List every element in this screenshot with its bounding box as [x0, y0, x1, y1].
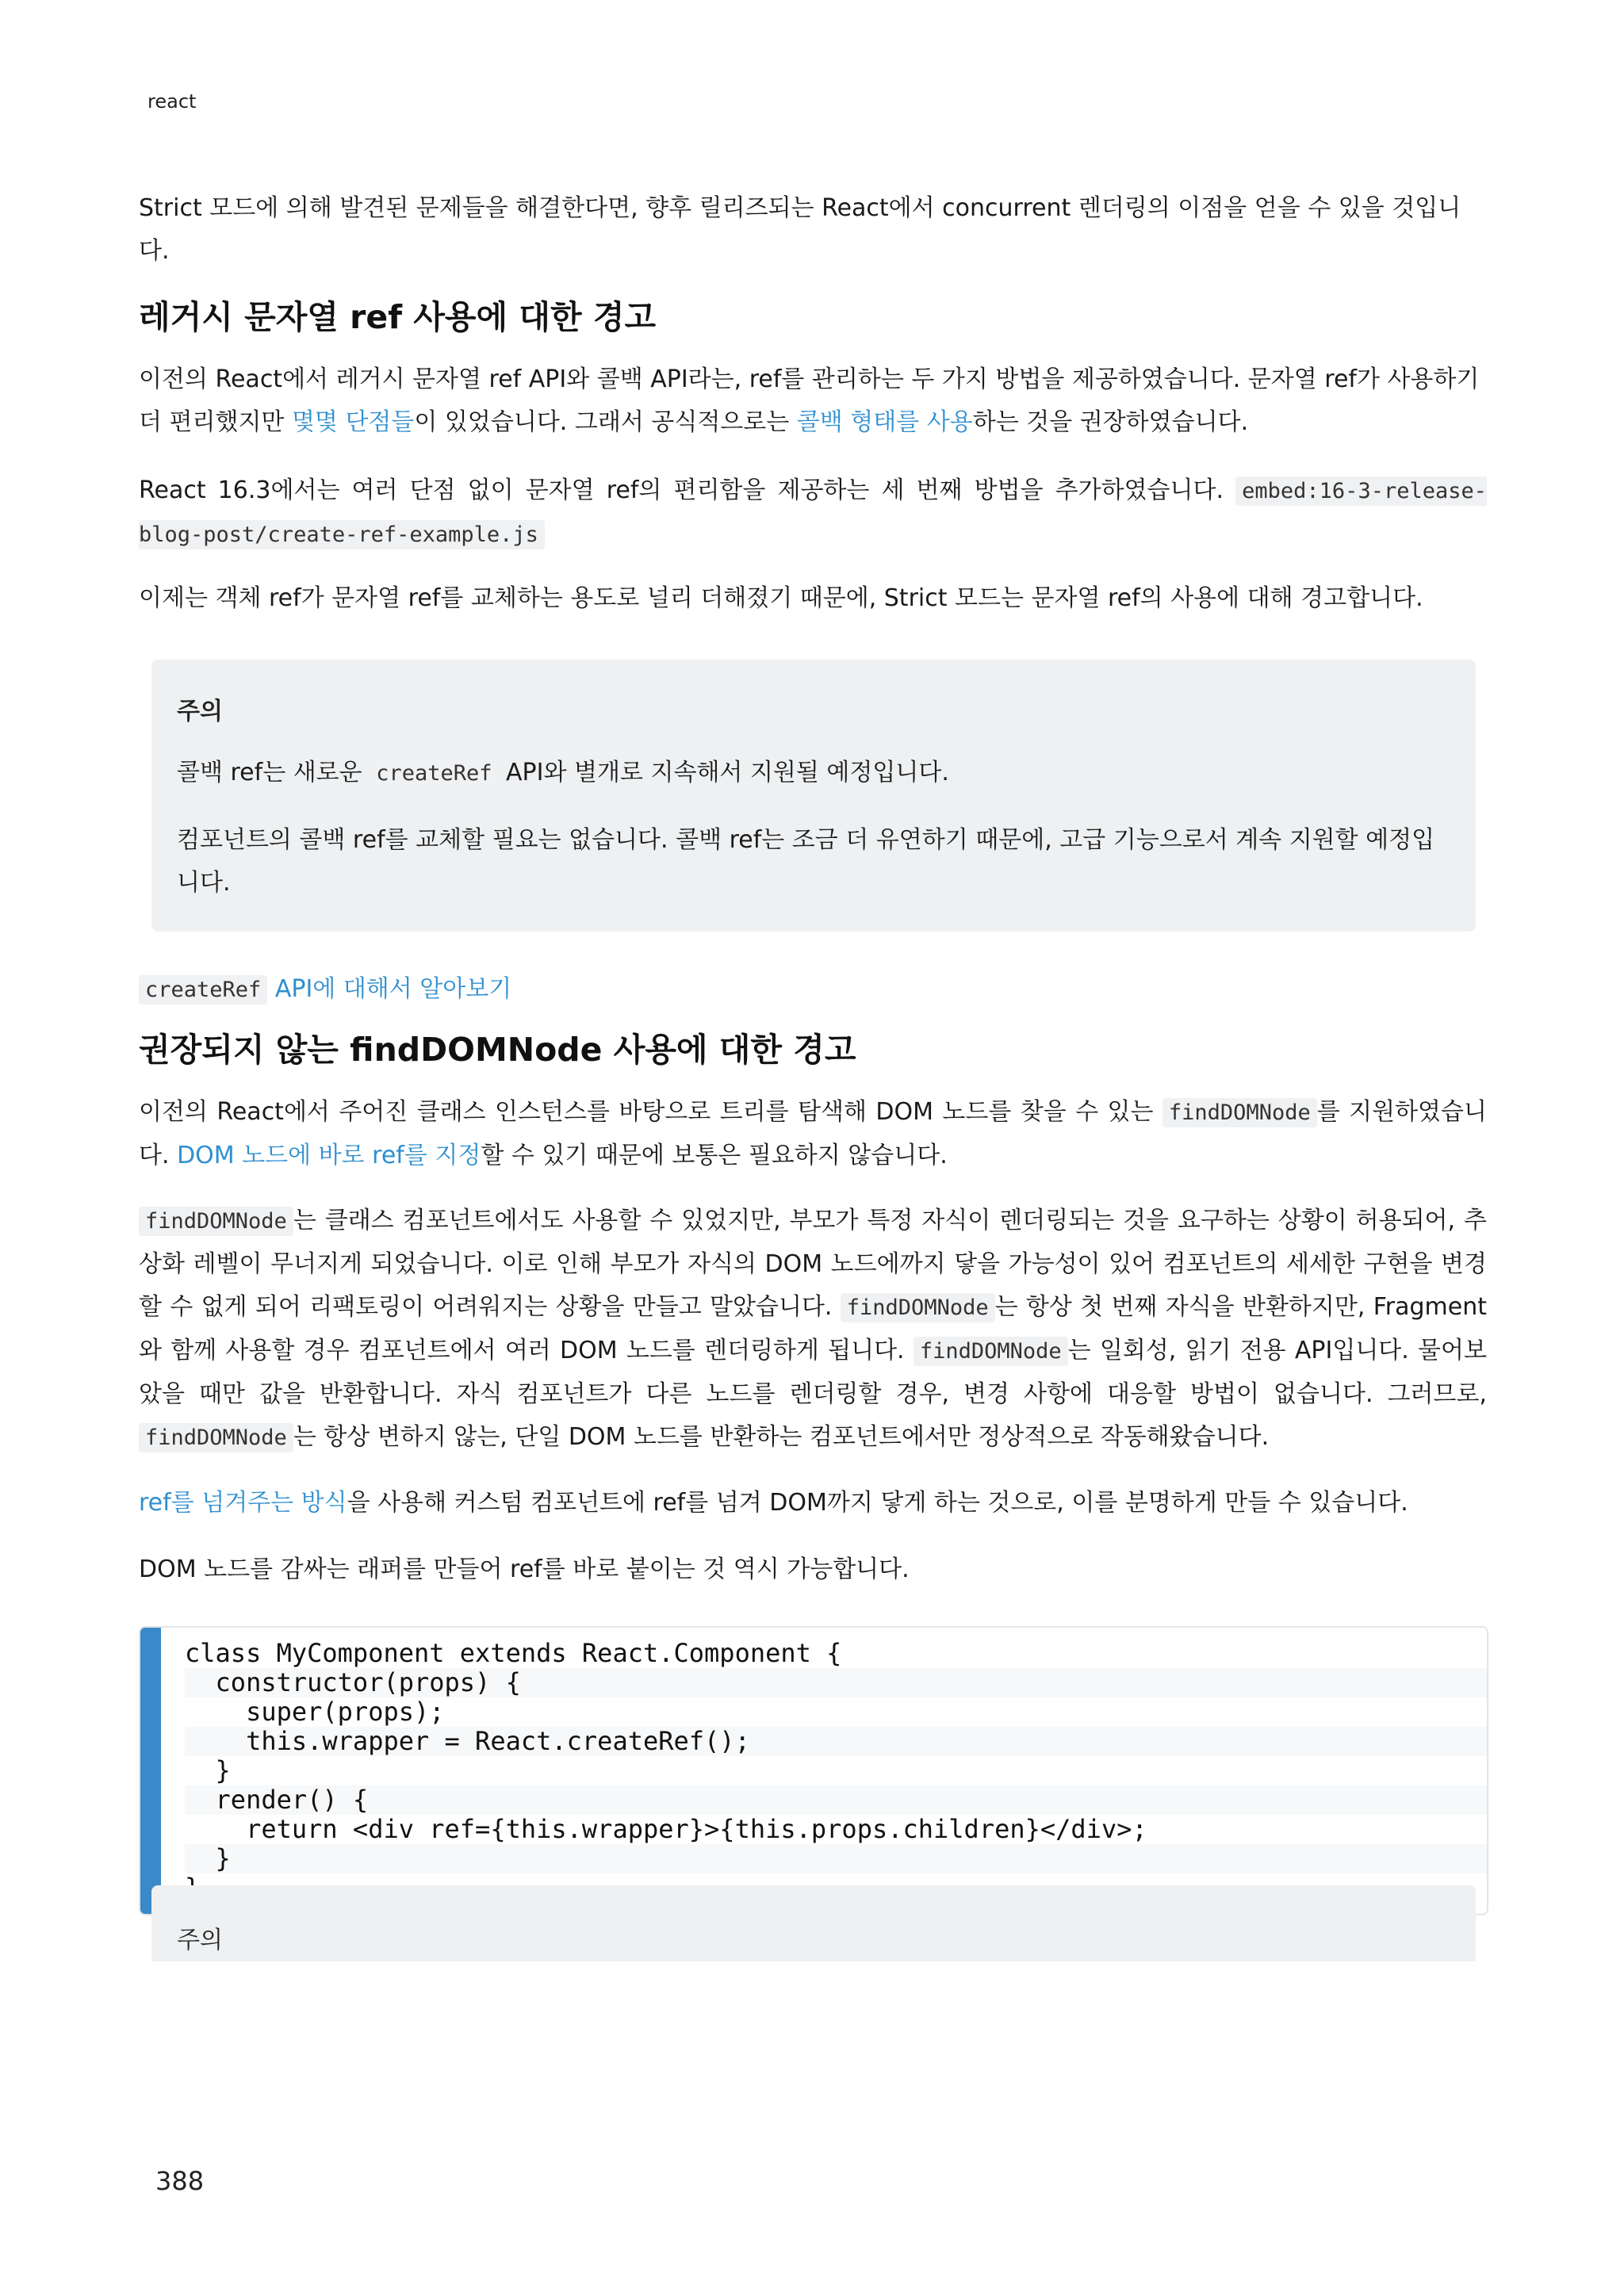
note-2-title: 주의: [177, 1927, 223, 1954]
code-listing: [140, 1628, 1487, 1914]
paragraph-finddomnode-history: 이전의 React에서 주어진 클래스 인스턴스를 바탕으로 트리를 탐색해 DOM 노드를 찾을 수 있는 findDOMNode 를 지원하였습니다. DOM 노드에 바로 ref를 지정할 수 있기 때문에 보통은 필요하지 않습니다.: [139, 1098, 1487, 1169]
link-learn-createref[interactable]: API에 대해서 알아보기: [267, 975, 512, 1003]
code-block: [139, 1626, 1488, 1915]
inline-code-finddomnode: findDOMNode: [841, 1293, 995, 1322]
section-heading-finddomnode: 권장되지 않는 findDOMNode 사용에 대한 경고: [139, 1031, 856, 1069]
note-title: 주의: [177, 698, 223, 725]
paragraph-wrapper-ref: DOM 노드를 감싸는 래퍼를 만들어 ref를 바로 붙이는 것 역시 가능합니다.: [139, 1556, 910, 1583]
paragraph-finddomnode-problems: findDOMNode 는 클래스 컴포넌트에서도 사용할 수 있었지만, 부모가 특정 자식이 렌더링되는 것을 요구하는 상황이 허용되어, 추상화 레벨이 무너지게 되었습니다. 이로 인해 부모가 자식의 DOM 노드에까지 닿을 가능성이 있어 컴포넌트의 세세한 구현을 변경할 수 없게 되어 리팩토링이 어려워지는 상황을 만들고 말았습니다. findDOMNode 는 항상 첫 번째 자식을 반환하지만, Fragment와 함께 사용할 경우 컴포넌트에서 여러 DOM 노드를 렌더링하게 됩니다. findDOMNode 는 일회성, 읽기 전용 API입니다. 물어보았을 때만 값을 반환합니다. 자식 컴포넌트가 다른 노드를 렌더링할 경우, 변경 사항에 대응할 방법이 없습니다. 그러므로, findDOMNode 는 항상 변하지 않는, 단일 DOM 노드를 반환하는 컴포넌트에서만 정상적으로 작동해왔습니다.: [139, 1207, 1487, 1451]
page-content: [139, 187, 1487, 1915]
paragraph-strict-warns: 이제는 객체 ref가 문자열 ref를 교체하는 용도로 널리 더해졌기 때문에, Strict 모드는 문자열 ref의 사용에 대해 경고합니다.: [139, 584, 1423, 612]
paragraph-forwarding-refs: ref를 넘겨주는 방식을 사용해 커스텀 컴포넌트에 ref를 넘겨 DOM까지 닿게 하는 것으로, 이를 분명하게 만들 수 있습니다.: [139, 1489, 1408, 1517]
inline-code-createref: createRef: [370, 759, 498, 788]
link-attach-ref-to-dom[interactable]: DOM 노드에 바로 ref를 지정: [177, 1142, 481, 1169]
embed-code-reference: embed:16-3-release-blog-post/create-ref-example.js: [139, 476, 1487, 549]
inline-code-createref-link[interactable]: createRef: [139, 975, 267, 1004]
link-forwarding-refs[interactable]: ref를 넘겨주는 방식: [139, 1489, 347, 1517]
inline-code-finddomnode: findDOMNode: [139, 1423, 293, 1452]
code-line: }: [185, 1755, 231, 1785]
code-line: this.wrapper = React.createRef();: [185, 1727, 1487, 1756]
inline-code-finddomnode: findDOMNode: [1162, 1098, 1317, 1127]
code-line: render() {: [185, 1785, 1487, 1815]
page-number: 388: [155, 2166, 205, 2196]
running-header: react: [147, 90, 197, 113]
paragraph-string-ref-history: 이전의 React에서 레거시 문자열 ref API와 콜백 API라는, ref를 관리하는 두 가지 방법을 제공하였습니다. 문자열 ref가 사용하기 더 편리했지만 몇몇 단점들이 있었습니다. 그래서 공식적으로는 콜백 형태를 사용하는 것을 권장하였습니다.: [139, 365, 1480, 436]
code-line: class MyComponent extends React.Component {: [185, 1638, 842, 1668]
intro-paragraph: Strict 모드에 의해 발견된 문제들을 해결한다면, 향후 릴리즈되는 React에서 concurrent 렌더링의 이점을 얻을 수 있을 것입니다.: [139, 194, 1461, 265]
code-line: super(props);: [185, 1697, 445, 1727]
paragraph-react-16-3: React 16.3에서는 여러 단점 없이 문자열 ref의 편리함을 제공하는 세 번째 방법을 추가하였습니다. embed:16-3-release-blog-post/create-ref-example.js: [139, 469, 1487, 557]
link-some-drawbacks[interactable]: 몇몇 단점들: [291, 408, 415, 436]
note-paragraph-1: 콜백 ref는 새로운 createRef API와 별개로 지속해서 지원될 예정입니다.: [177, 759, 949, 786]
code-line: }: [185, 1844, 1487, 1873]
link-callback-form[interactable]: 콜백 형태를 사용: [796, 408, 973, 436]
note-box: [151, 660, 1476, 932]
inline-code-finddomnode: findDOMNode: [914, 1337, 1068, 1366]
inline-code-finddomnode: findDOMNode: [139, 1207, 293, 1236]
code-block-accent-bar: [140, 1628, 161, 1914]
code-line: constructor(props) {: [185, 1668, 1487, 1697]
note-paragraph-2: 컴포넌트의 콜백 ref를 교체할 필요는 없습니다. 콜백 ref는 조금 더 유연하기 때문에, 고급 기능으로서 계속 지원할 예정입니다.: [177, 826, 1435, 897]
note-box-2: [151, 1885, 1476, 1961]
code-line: return <div ref={this.wrapper}>{this.props.children}</div>;: [185, 1814, 1147, 1844]
learn-createref-link-line: [139, 968, 1487, 1012]
section-heading-string-ref: 레거시 문자열 ref 사용에 대한 경고: [139, 298, 657, 336]
